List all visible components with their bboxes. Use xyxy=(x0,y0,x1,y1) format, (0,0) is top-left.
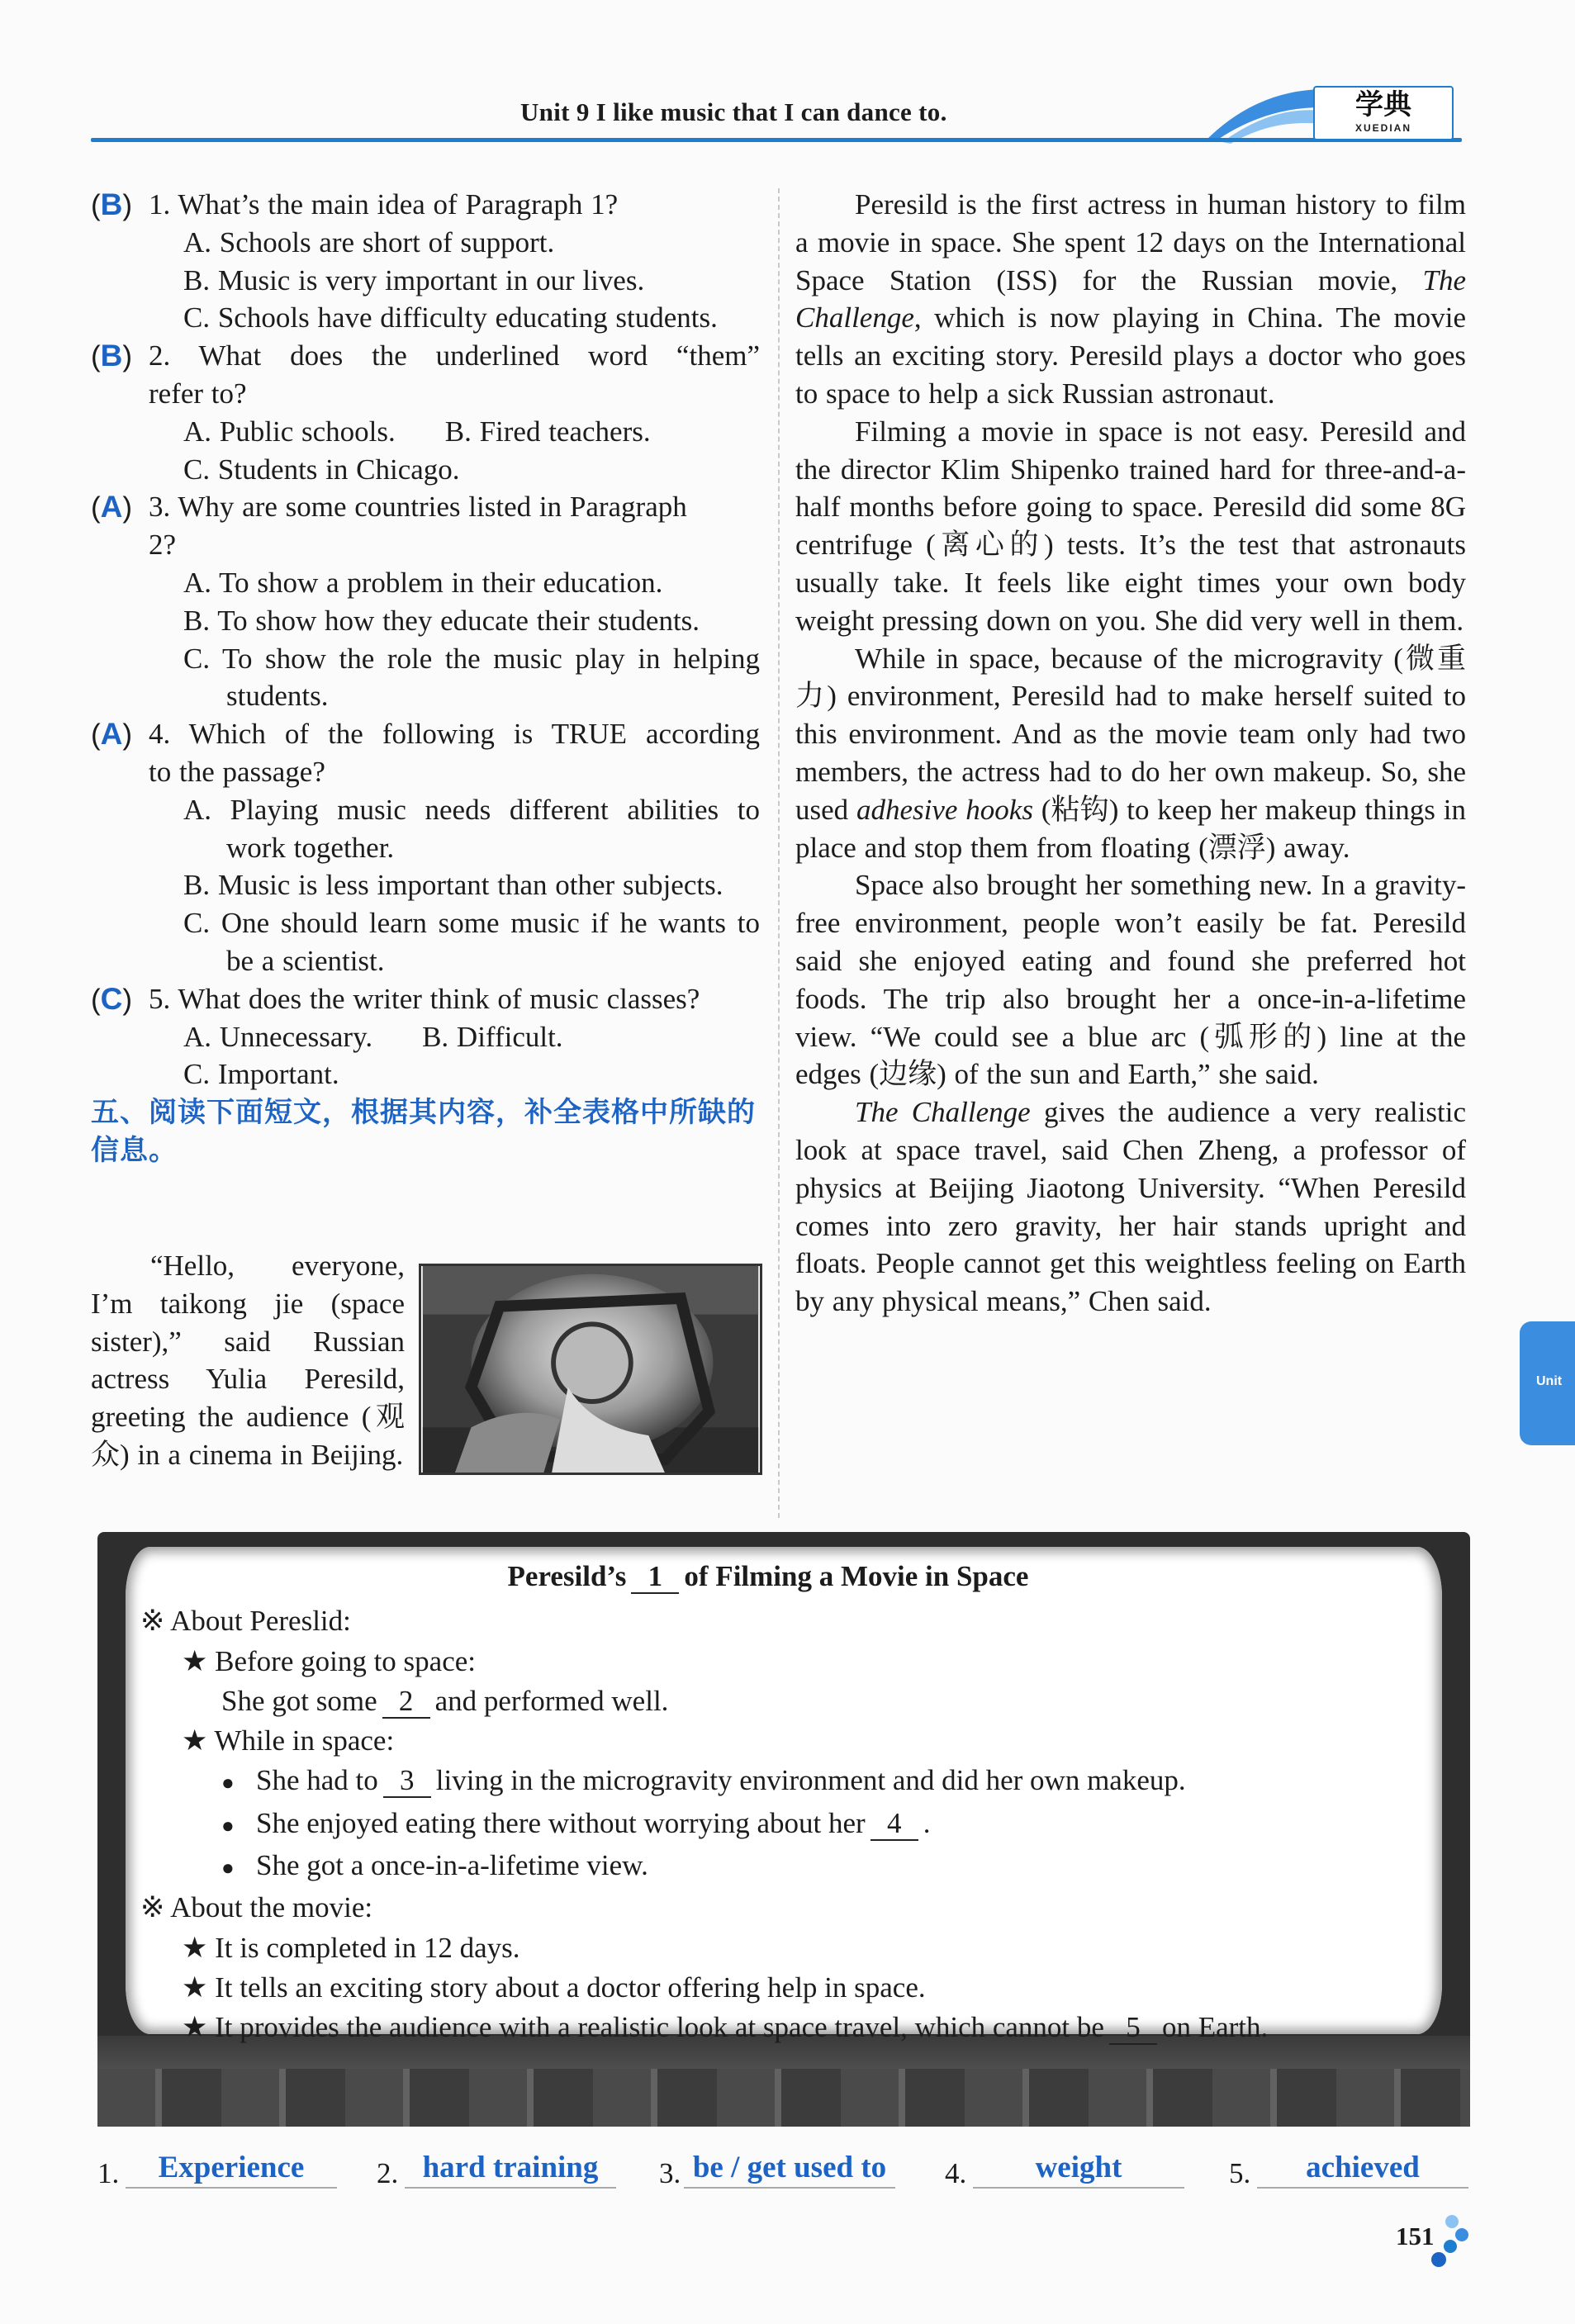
option: B. Music is less important than other subjects. xyxy=(183,869,723,902)
bullet-icon: ● xyxy=(221,1856,235,1881)
option: C. Important. xyxy=(183,1058,339,1091)
about-peresild-heading: ※ About Pereslid: xyxy=(140,1605,351,1638)
passage-paragraph-4: Space also brought her something new. In a gravity-free environment, people won’t easily be fat. Peresild said she enjoyed eating and found she preferred hot foods. The trip also brought her a once-in-a-lifetime view. “We could see a blue arc (弧形的) line at the edges (边缘) of the sun and Earth,” she said. xyxy=(795,869,1466,1091)
question-text-cont: to the passage? xyxy=(149,755,325,788)
option: A. To show a problem in their education. xyxy=(183,566,663,599)
question-1 xyxy=(91,186,760,224)
question-text: What’s the main idea of Paragraph 1? xyxy=(178,188,619,221)
option: A. Schools are short of support. xyxy=(183,225,555,258)
question-5: (C) 5. What does the writer think of music classes? xyxy=(91,980,760,1018)
movie-line-3: ★ It provides the audience with a realistic look at space travel, which cannot be 5 on Earth. xyxy=(182,2011,1269,2044)
xuedian-logo xyxy=(1313,86,1454,140)
unit-title: Unit 9 I like music that I can dance to. xyxy=(520,97,947,126)
before-space-label: ★ Before going to space: xyxy=(182,1644,476,1677)
space-station-photo xyxy=(419,1264,762,1475)
table-title: Peresild’s 1 of Filming a Movie in Space xyxy=(507,1560,1029,1592)
section-title: 五、阅读下面短文，根据其内容，补全表格中所缺的信息。 xyxy=(91,1096,756,1168)
option: C. To show the role the music play in helping students. xyxy=(183,642,760,713)
decorative-dots xyxy=(1421,2213,1470,2271)
blank-1: 1 xyxy=(631,1561,679,1594)
question-3: (A) 3. Why are some countries listed in Paragraph xyxy=(91,488,760,526)
answer-bracket-2: (B) xyxy=(91,339,133,373)
info-table-box xyxy=(97,1532,1470,2127)
option: B. To show how they educate their students. xyxy=(183,604,700,637)
while-bullet-2: ● She enjoyed eating there without worrying about her 4 . xyxy=(140,1804,1429,1846)
box-stripes xyxy=(97,2069,1470,2127)
bullet-icon: ● xyxy=(221,1813,235,1838)
answer-bracket-5: (C) xyxy=(91,981,133,1016)
blank-4: 4 xyxy=(871,1808,918,1841)
passage-paragraph-1: Peresild is the first actress in human history to film a movie in space. She spent 12 days on the International Space Station (ISS) for the Russian movie, The Challenge, which is now playing in China. The movie tells an exciting story. Peresild plays a doctor who goes to space to help a sick Russian astronaut. xyxy=(795,188,1466,410)
blank-2: 2 xyxy=(382,1686,430,1719)
question-4: (A) 4. Which of the following is TRUE according xyxy=(91,715,760,753)
header-swoosh-graphic xyxy=(1206,83,1321,145)
answer-bracket-3: (A) xyxy=(91,490,133,524)
while-bullet-1: ● She had to 3 living in the microgravity environment and did her own makeup. xyxy=(140,1761,1429,1803)
answer-2: 2. hard training xyxy=(377,2139,624,2197)
question-number: 1. xyxy=(149,188,171,221)
option: B. Music is very important in our lives. xyxy=(183,263,645,296)
logo-english: XUEDIAN xyxy=(1354,122,1411,134)
logo-chinese: 学典 xyxy=(1355,88,1411,121)
movie-line-1: ★ It is completed in 12 days. xyxy=(182,1931,520,1964)
answer-bracket-4: (A) xyxy=(91,717,133,752)
option: C. Students in Chicago. xyxy=(183,453,460,486)
table-content xyxy=(140,1557,1429,2048)
passage-paragraph-2: Filming a movie in space is not easy. Peresild and the director Klim Shipenko trained hard for three-and-a-half months before going to space. Peresild did some 8G centrifuge (离心的) tests. It’s the test that astronauts usually take. It feels like eight times your own body weight pressing down on you. She did very well in them. xyxy=(795,415,1466,637)
answer-bracket-1: (B) xyxy=(91,187,133,221)
side-tab-label: Unit xyxy=(1536,1374,1563,1388)
page-number: 151 xyxy=(1396,2222,1435,2250)
option-row: A. Unnecessary. B. Difficult. xyxy=(183,1020,563,1053)
option: A. Playing music needs different abilities to work together. xyxy=(183,793,760,864)
blank-3: 3 xyxy=(383,1765,431,1798)
page-header xyxy=(0,0,1575,153)
passage-paragraph-3: While in space, because of the microgravity (微重力) environment, Peresild had to make herself suited to this environment. And as the movie team only had two members, the actress had to do her own makeup. So, she used adhesive hooks (粘钩) to keep her makeup things in place and stop them from floating (漂浮) away. xyxy=(795,642,1466,864)
bullet-icon: ● xyxy=(221,1771,235,1795)
answer-5: 5. achieved xyxy=(1229,2139,1477,2197)
answer-4: 4. weight xyxy=(945,2139,1193,2197)
while-bullet-3: ● She got a once-in-a-lifetime view. xyxy=(140,1846,1429,1888)
column-divider xyxy=(778,188,780,1518)
option: C. One should learn some music if he wants to be a scientist. xyxy=(183,907,760,977)
question-text-cont: 2? xyxy=(149,529,177,562)
about-movie-heading: ※ About the movie: xyxy=(140,1891,373,1924)
option: C. Schools have difficulty educating students. xyxy=(183,301,718,334)
header-rule xyxy=(91,138,1462,142)
option-row: A. Public schools. B. Fired teachers. xyxy=(183,415,651,448)
answer-row xyxy=(97,2139,1468,2197)
questions-column xyxy=(91,186,760,1169)
movie-line-2: ★ It tells an exciting story about a doctor offering help in space. xyxy=(182,1971,926,2004)
passage-column xyxy=(795,186,1466,1321)
passage-paragraph-5: The Challenge gives the audience a very realistic look at space travel, said Chen Zheng, a professor of physics at Beijing Jiaotong University. “When Peresild comes into zero gravity, her hair stands upright and floats. People cannot get this weightless feeling on Earth by any physical means,” Chen said. xyxy=(795,1096,1466,1318)
before-space-line: She got some 2 and performed well. xyxy=(221,1684,669,1717)
blank-5: 5 xyxy=(1109,2012,1157,2045)
question-2: (B) 2. What does the underlined word “them” xyxy=(91,337,760,375)
unit-side-tab[interactable] xyxy=(1520,1321,1575,1445)
answer-3: 3. be / get used to xyxy=(659,2139,907,2197)
passage-intro: “Hello, everyone, I’m taikong jie (space sister),” said Russian actress Yulia Peresild, greeting the audience (观众) in a cinema in Beijing. xyxy=(91,1250,405,1471)
answer-1: 1. Experience xyxy=(97,2139,345,2197)
question-text-cont: refer to? xyxy=(149,377,247,410)
while-space-label: ★ While in space: xyxy=(182,1724,395,1757)
